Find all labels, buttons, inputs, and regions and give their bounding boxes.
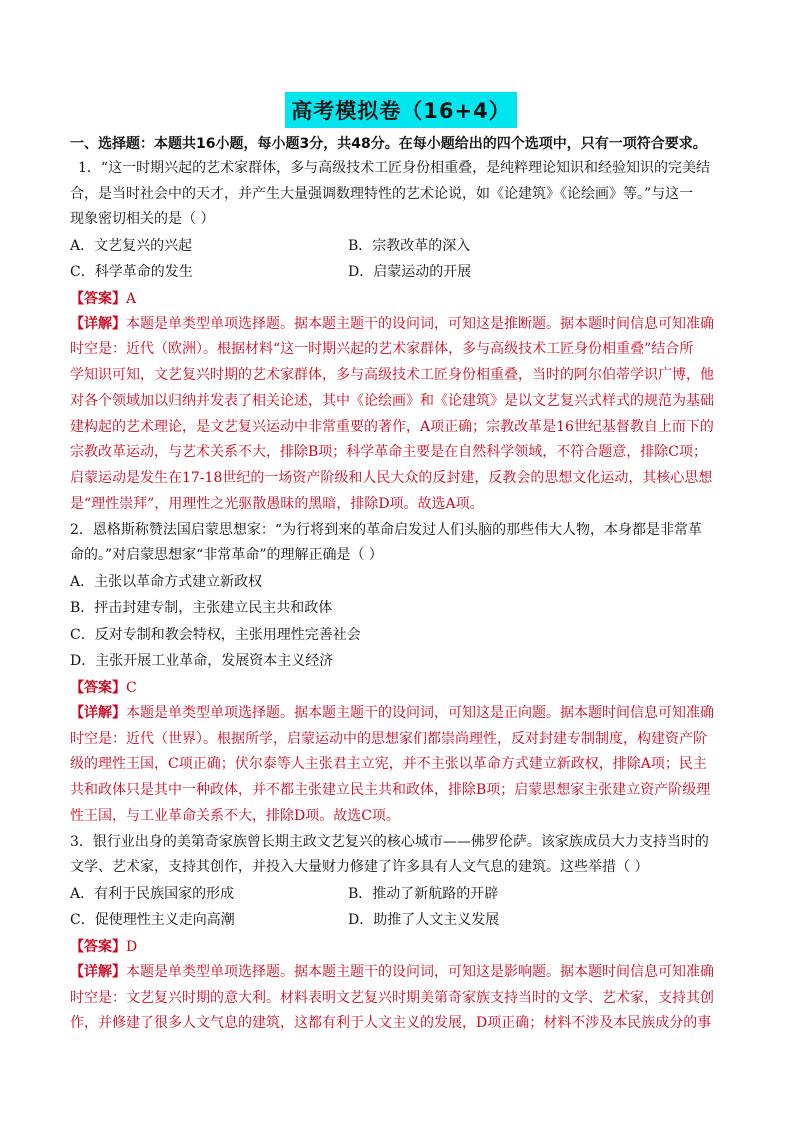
- option-c: C．反对专制和教会特权，主张用理性完善社会: [70, 626, 361, 643]
- detail-line: 时空是：近代（世界）。根据所学，启蒙运动中的思想家们都崇尚理性，反对封建专制制度，构建资产阶: [70, 730, 707, 747]
- detail-line: 作，并修建了很多人文气息的建筑，这都有利于人文主义的发展，D项正确；材料不涉及本民族成分的事: [70, 1015, 712, 1032]
- detail-text: 本题是单类型单项选择题。据本题主题干的设问词，可知这是正向题。据本题时间信息可知准确: [126, 704, 714, 721]
- option-d: D．助推了人文主义发展: [348, 912, 500, 929]
- detail-line: 启蒙运动是发生在17-18世纪的一场资产阶级和人民大众的反封建，反教会的思想文化运动，其核心思想: [70, 470, 713, 487]
- question-1: [70, 156, 732, 518]
- detail-line: 对各个领域加以归纳并发表了相关论述，其中《论绘画》和《论建筑》是以文艺复兴式样式的规范为基础: [70, 392, 714, 409]
- options-row: [70, 233, 732, 260]
- option-d: D．主张开展工业革命，发展资本主义经济: [70, 653, 334, 670]
- detail-tag: 【详解】: [70, 963, 126, 980]
- option-b: B．抨击封建专制，主张建立民主共和政体: [70, 600, 333, 617]
- detail-line: 时空是：文艺复兴时期的意大利。材料表明文艺复兴时期美第奇家族支持当时的文学、艺术家，支持其创: [70, 989, 714, 1006]
- options-row: [70, 907, 732, 934]
- options-row: [70, 881, 732, 908]
- option-a: A．文艺复兴的兴起: [70, 237, 193, 254]
- detail-line: 是“理性崇拜”，用理性之光驱散愚昧的黑暗，排除D项。故选A项。: [70, 496, 484, 513]
- option-b: B．推动了新航路的开辟: [348, 885, 499, 902]
- answer-value: C: [126, 679, 137, 696]
- answer-value: D: [126, 938, 138, 955]
- question-3: [70, 830, 732, 1037]
- exam-title: 高考模拟卷（16+4）: [285, 92, 516, 128]
- title-wrap: [70, 92, 732, 128]
- answer-value: A: [126, 290, 137, 307]
- option-a: A．主张以革命方式建立新政权: [70, 573, 263, 590]
- detail-tag: 【详解】: [70, 704, 126, 721]
- detail-line: 建构起的艺术理论，是文艺复兴运动中非常重要的著作，A项正确；宗教改革是16世纪基督教自上而下的: [70, 418, 714, 435]
- detail-text: 本题是单类型单项选择题。据本题主题干的设问词，可知这是影响题。据本题时间信息可知准确: [126, 963, 714, 980]
- detail-line: [70, 960, 732, 986]
- question-line: 文学、艺术家，支持其创作，并投入大量财力修建了许多具有人文气息的建筑。这些举措（ ）: [70, 859, 649, 876]
- detail-text: 本题是单类型单项选择题。据本题主题干的设问词，可知这是推断题。据本题时间信息可知准确: [126, 315, 714, 332]
- detail-line: 级的理性王国，C项正确；伏尔泰等人主张君主立宪，并不主张以革命方式建立新政权，排除A项；民主: [70, 756, 707, 773]
- option-a: A．有利于民族国家的形成: [70, 885, 235, 902]
- section-heading: 一、选择题：本题共16小题，每小题3分，共48分。在每小题给出的四个选项中，只有一项符合要求。: [70, 136, 707, 152]
- answer-line: [70, 675, 732, 701]
- option-b: B．宗教改革的深入: [348, 237, 471, 254]
- detail-line: [70, 312, 732, 338]
- option-c: C．科学革命的发生: [70, 264, 193, 280]
- options-row: [70, 259, 732, 286]
- answer-tag: 【答案】: [70, 679, 126, 696]
- detail-line: 性王国，与工业革命关系不大，排除D项。故选C项。: [70, 808, 400, 825]
- question-line: 现象密切相关的是（ ）: [70, 211, 215, 227]
- detail-line: [70, 701, 732, 727]
- question-line: 1．“这一时期兴起的艺术家群体，多与高级技术工匠身份相重叠，是纯粹理论知识和经验知识的完美结: [78, 160, 711, 176]
- answer-line: [70, 286, 732, 312]
- question-line: 2．恩格斯称赞法国启蒙思想家：“为行将到来的革命启发过人们头脑的那些伟大人物，本身都是非常革: [70, 521, 703, 538]
- question-line: 3．银行业出身的美第奇家族曾长期主政文艺复兴的核心城市——佛罗伦萨。该家族成员大力支持当时的: [70, 833, 709, 850]
- option-d: D．启蒙运动的开展: [348, 264, 472, 280]
- answer-tag: 【答案】: [70, 290, 126, 307]
- detail-tag: 【详解】: [70, 315, 126, 332]
- detail-line: 共和政体只是其中一种政体，并不都主张建立民主共和政体，排除B项；启蒙思想家主张建立资产阶级理: [70, 782, 711, 799]
- detail-line: 学知识可知，文艺复兴时期的艺术家群体，多与高级技术工匠身份相重叠，当时的阿尔伯蒂学识广博，他: [70, 367, 714, 384]
- exam-page: [70, 92, 732, 1037]
- detail-line: 时空是：近代（欧洲）。根据材料“这一时期兴起的艺术家群体，多与高级技术工匠身份相重叠”结合所: [70, 341, 694, 358]
- option-c: C．促使理性主义走向高潮: [70, 912, 235, 929]
- answer-tag: 【答案】: [70, 938, 126, 955]
- question-line: 合，是当时社会中的天才，并产生大量强调数理特性的艺术论说，如《论建筑》《论绘画》等。”与这一: [70, 185, 694, 202]
- detail-line: 宗教改革运动，与艺术关系不大，排除B项；科学革命主要是在自然科学领域，不符合题意，排除C项；: [70, 444, 707, 461]
- answer-line: [70, 934, 732, 960]
- question-2: [70, 518, 732, 830]
- question-line: 命的。”对启蒙思想家“非常革命”的理解正确是（ ）: [70, 547, 383, 564]
